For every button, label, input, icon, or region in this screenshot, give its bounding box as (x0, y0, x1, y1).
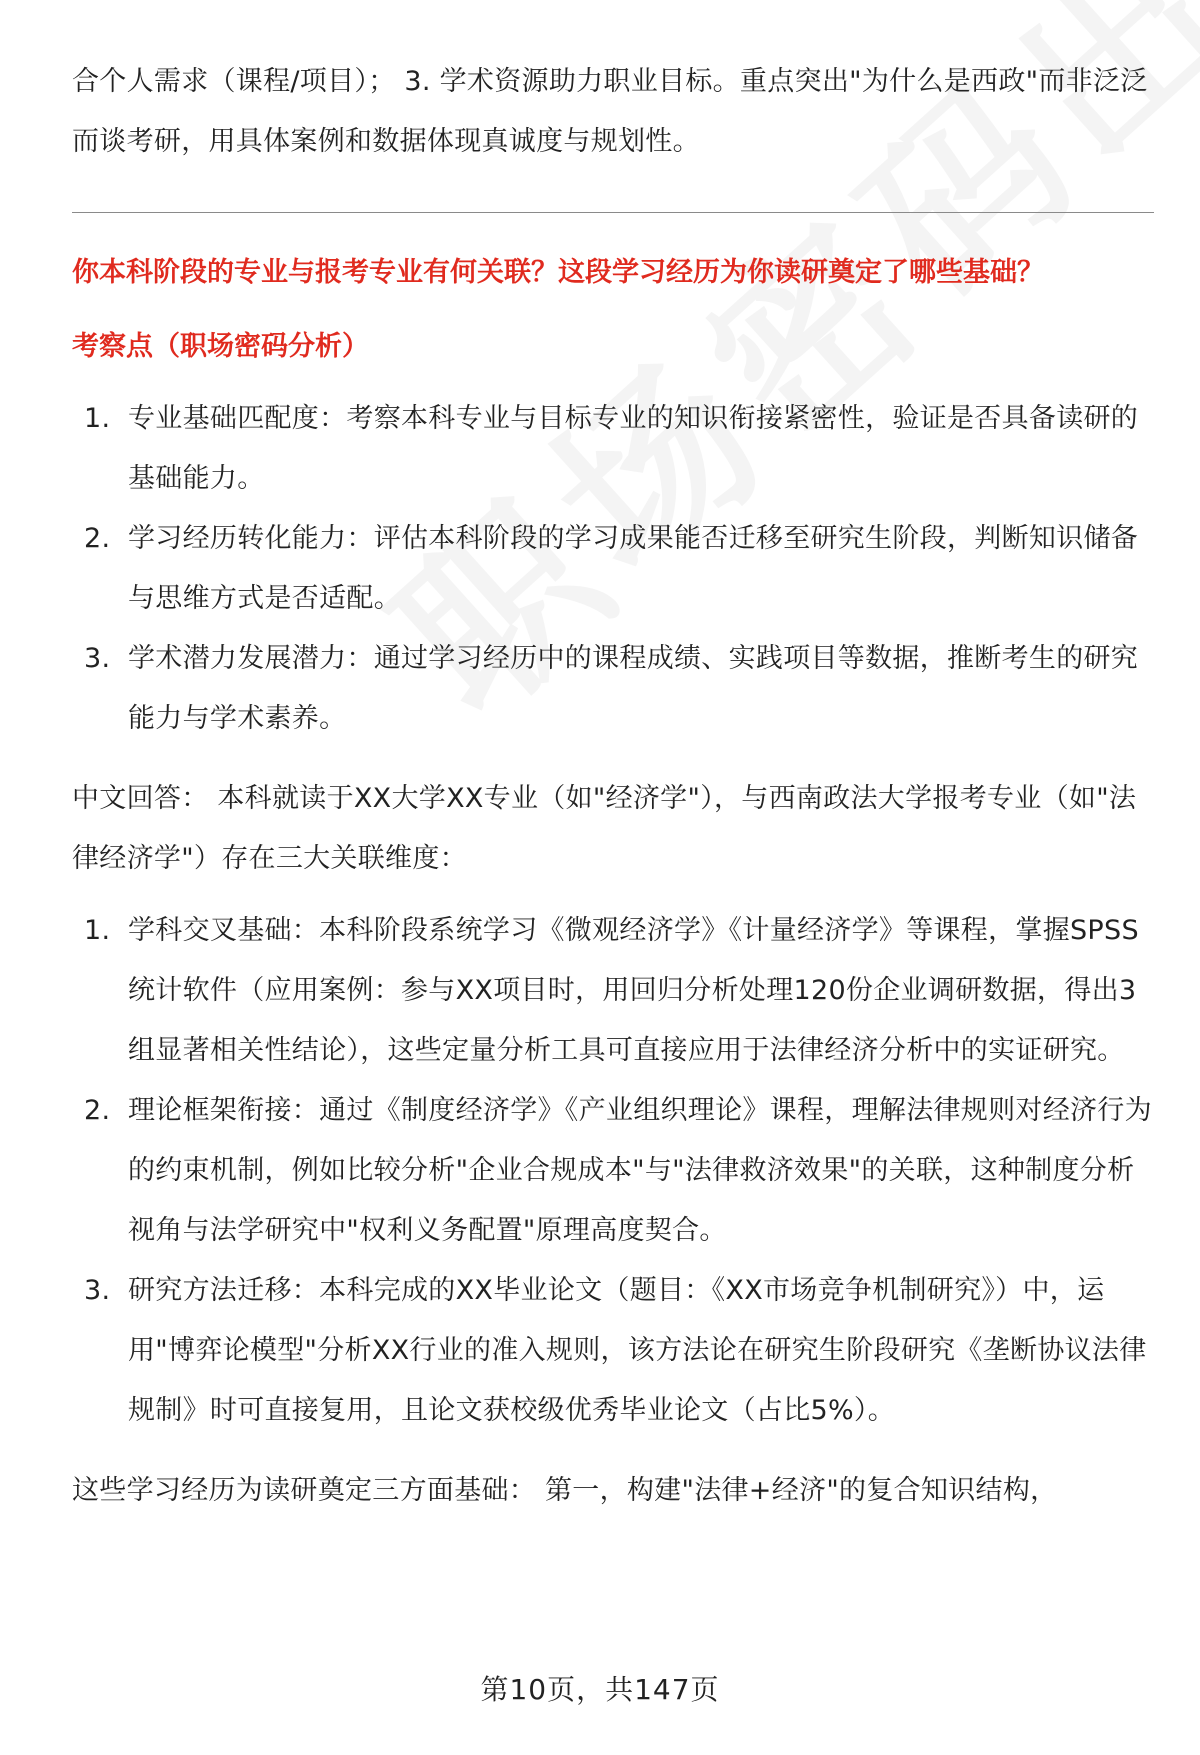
list-item-text: 学科交叉基础：本科阶段系统学习《微观经济学》《计量经济学》等课程，掌握SPSS统计软件（应用案例：参与XX项目时，用回归分析处理120份企业调研数据，得出3组显著相关性结论），这些定量分析工具可直接应用于法律经济分析中的实证研究。 (128, 915, 1139, 1066)
list-number: 1. (84, 915, 111, 946)
question-heading: 你本科阶段的专业与报考专业有何关联？这段学习经历为你读研奠定了哪些基础？ (72, 257, 1044, 288)
intro-paragraph: 合个人需求（课程/项目）； 3. 学术资源助力职业目标。重点突出"为什么是西政"而非泛泛而谈考研，用具体案例和数据体现真诚度与规划性。 (72, 66, 1148, 157)
list-item (72, 1261, 1154, 1441)
list-item (72, 389, 1154, 509)
list-item-text: 学习经历转化能力：评估本科阶段的学习成果能否迁移至研究生阶段，判断知识储备与思维方式是否适配。 (128, 523, 1139, 614)
list-item (72, 901, 1154, 1081)
list-item (72, 509, 1154, 629)
list-number: 2. (84, 1095, 111, 1126)
list-number: 3. (84, 1275, 111, 1306)
page-number: 第10页，共147页 (480, 1673, 720, 1706)
list-item-text: 学术潜力发展潜力：通过学习经历中的课程成绩、实践项目等数据，推断考生的研究能力与学术素养。 (128, 643, 1139, 734)
document-page (72, 0, 1154, 1755)
list-number: 1. (84, 403, 111, 434)
points-heading: 考察点（职场密码分析） (72, 331, 369, 362)
list-item (72, 629, 1154, 749)
list-item-text: 专业基础匹配度：考察本科专业与目标专业的知识衔接紧密性，验证是否具备读研的基础能力。 (128, 403, 1139, 494)
closing-paragraph: 这些学习经历为读研奠定三方面基础： 第一，构建"法律+经济"的复合知识结构， (72, 1475, 1058, 1506)
list-number: 3. (84, 643, 111, 674)
answer-intro: 中文回答： 本科就读于XX大学XX专业（如"经济学"），与西南政法大学报考专业（如"法律经济学"）存在三大关联维度： (72, 783, 1137, 874)
list-number: 2. (84, 523, 111, 554)
section-divider (72, 212, 1154, 213)
list-item-text: 理论框架衔接：通过《制度经济学》《产业组织理论》课程，理解法律规则对经济行为的约束机制，例如比较分析"企业合规成本"与"法律救济效果"的关联，这种制度分析视角与法学研究中"权利义务配置"原理高度契合。 (128, 1095, 1152, 1246)
points-list (72, 389, 1154, 749)
list-item-text: 研究方法迁移：本科完成的XX毕业论文（题目：《XX市场竞争机制研究》）中，运用"博弈论模型"分析XX行业的准入规则，该方法论在研究生阶段研究《垄断协议法律规制》时可直接复用，且论文获校级优秀毕业论文（占比5%）。 (128, 1275, 1147, 1426)
list-item (72, 1081, 1154, 1261)
answer-list (72, 901, 1154, 1441)
